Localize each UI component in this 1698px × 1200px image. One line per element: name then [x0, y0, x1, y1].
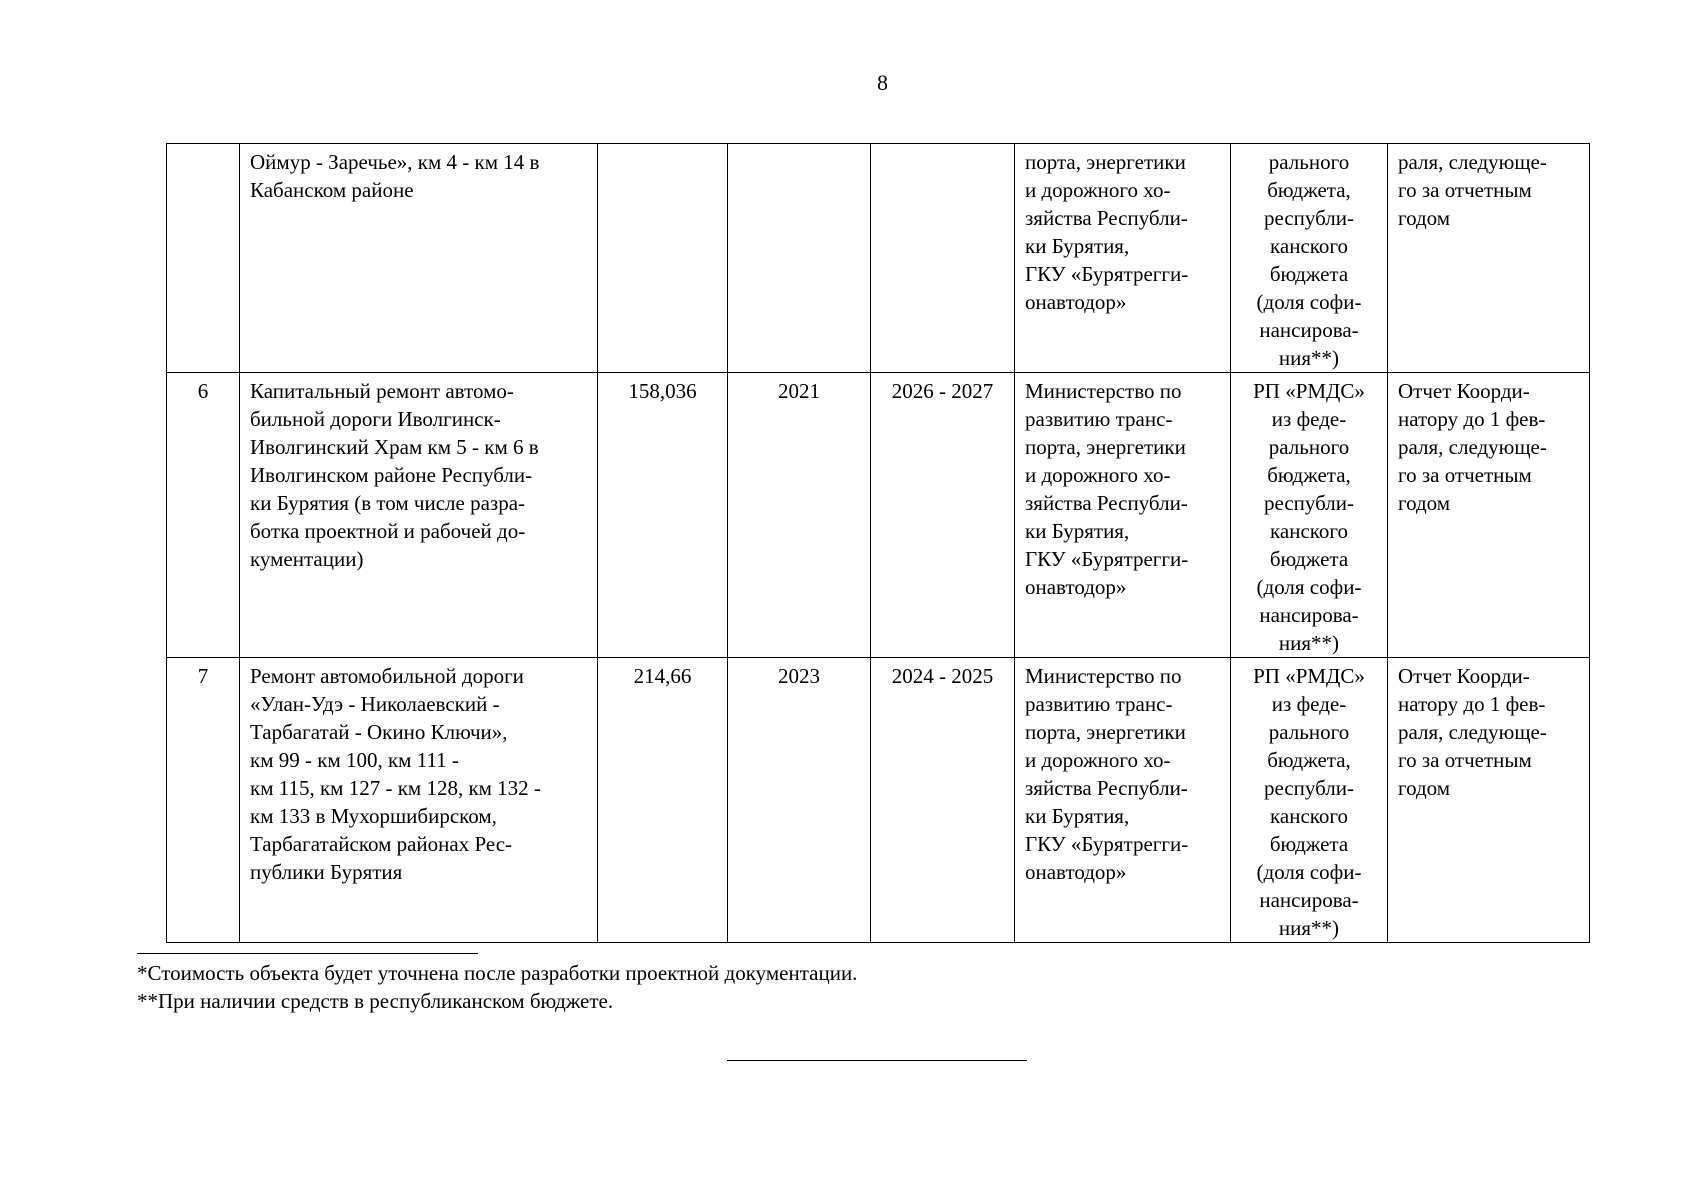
table-row — [167, 373, 1590, 658]
footnote-separator — [137, 953, 478, 954]
cost-cell: 214,66 — [598, 658, 728, 943]
footnote-budget: **При наличии средств в республиканском бюджете. — [137, 989, 614, 1013]
row-number-cell: 6 — [167, 373, 240, 658]
start-year-cell — [728, 144, 871, 373]
footnote-cost: *Стоимость объекта будет уточнена после разработки проектной документации. — [137, 961, 858, 985]
funding-cell: РП «РМДС» из феде- рального бюджета, республи- канского бюджета (доля софи- нансирова- ния**) — [1231, 658, 1388, 943]
report-cell: раля, следующе- го за отчетным годом — [1388, 144, 1590, 373]
responsible-cell: порта, энергетики и дорожного хо- зяйства Республи- ки Бурятия, ГКУ «Бурятрегги- онавтодор» — [1015, 144, 1231, 373]
document-end-line — [727, 1060, 1027, 1061]
object-name-cell: Капитальный ремонт автомо- бильной дороги Иволгинск- Иволгинский Храм км 5 - км 6 в Иволгинском районе Республи- ки Бурятия (в том числе разра- ботка проектной и рабочей до- кументации) — [240, 373, 598, 658]
measures-table — [166, 143, 1590, 943]
funding-cell: рального бюджета, республи- канского бюджета (доля софи- нансирова- ния**) — [1231, 144, 1388, 373]
table-row — [167, 658, 1590, 943]
cost-cell: 158,036 — [598, 373, 728, 658]
table-row — [167, 144, 1590, 373]
report-cell: Отчет Коорди- натору до 1 фев- раля, следующе- го за отчетным годом — [1388, 658, 1590, 943]
footnotes — [137, 959, 857, 1015]
end-years-cell: 2024 - 2025 — [871, 658, 1015, 943]
responsible-cell: Министерство по развитию транс- порта, энергетики и дорожного хо- зяйства Республи- ки Бурятия, ГКУ «Бурятрегги- онавтодор» — [1015, 373, 1231, 658]
start-year-cell: 2023 — [728, 658, 871, 943]
responsible-cell: Министерство по развитию транс- порта, энергетики и дорожного хо- зяйства Республи- ки Бурятия, ГКУ «Бурятрегги- онавтодор» — [1015, 658, 1231, 943]
object-name-cell: Ремонт автомобильной дороги «Улан-Удэ - Николаевский - Тарбагатай - Окино Ключи», км 99 - км 100, км 111 - км 115, км 127 - км 128, км 132 - км 133 в Мухоршибирском, Тарбагатайском районах Рес- публики Бурятия — [240, 658, 598, 943]
start-year-cell: 2021 — [728, 373, 871, 658]
row-number-cell: 7 — [167, 658, 240, 943]
cost-cell — [598, 144, 728, 373]
object-name-cell: Оймур - Заречье», км 4 - км 14 в Кабанском районе — [240, 144, 598, 373]
end-years-cell: 2026 - 2027 — [871, 373, 1015, 658]
row-number-cell — [167, 144, 240, 373]
report-cell: Отчет Коорди- натору до 1 фев- раля, следующе- го за отчетным годом — [1388, 373, 1590, 658]
end-years-cell — [871, 144, 1015, 373]
funding-cell: РП «РМДС» из феде- рального бюджета, республи- канского бюджета (доля софи- нансирова- ния**) — [1231, 373, 1388, 658]
page-number: 8 — [877, 70, 888, 95]
